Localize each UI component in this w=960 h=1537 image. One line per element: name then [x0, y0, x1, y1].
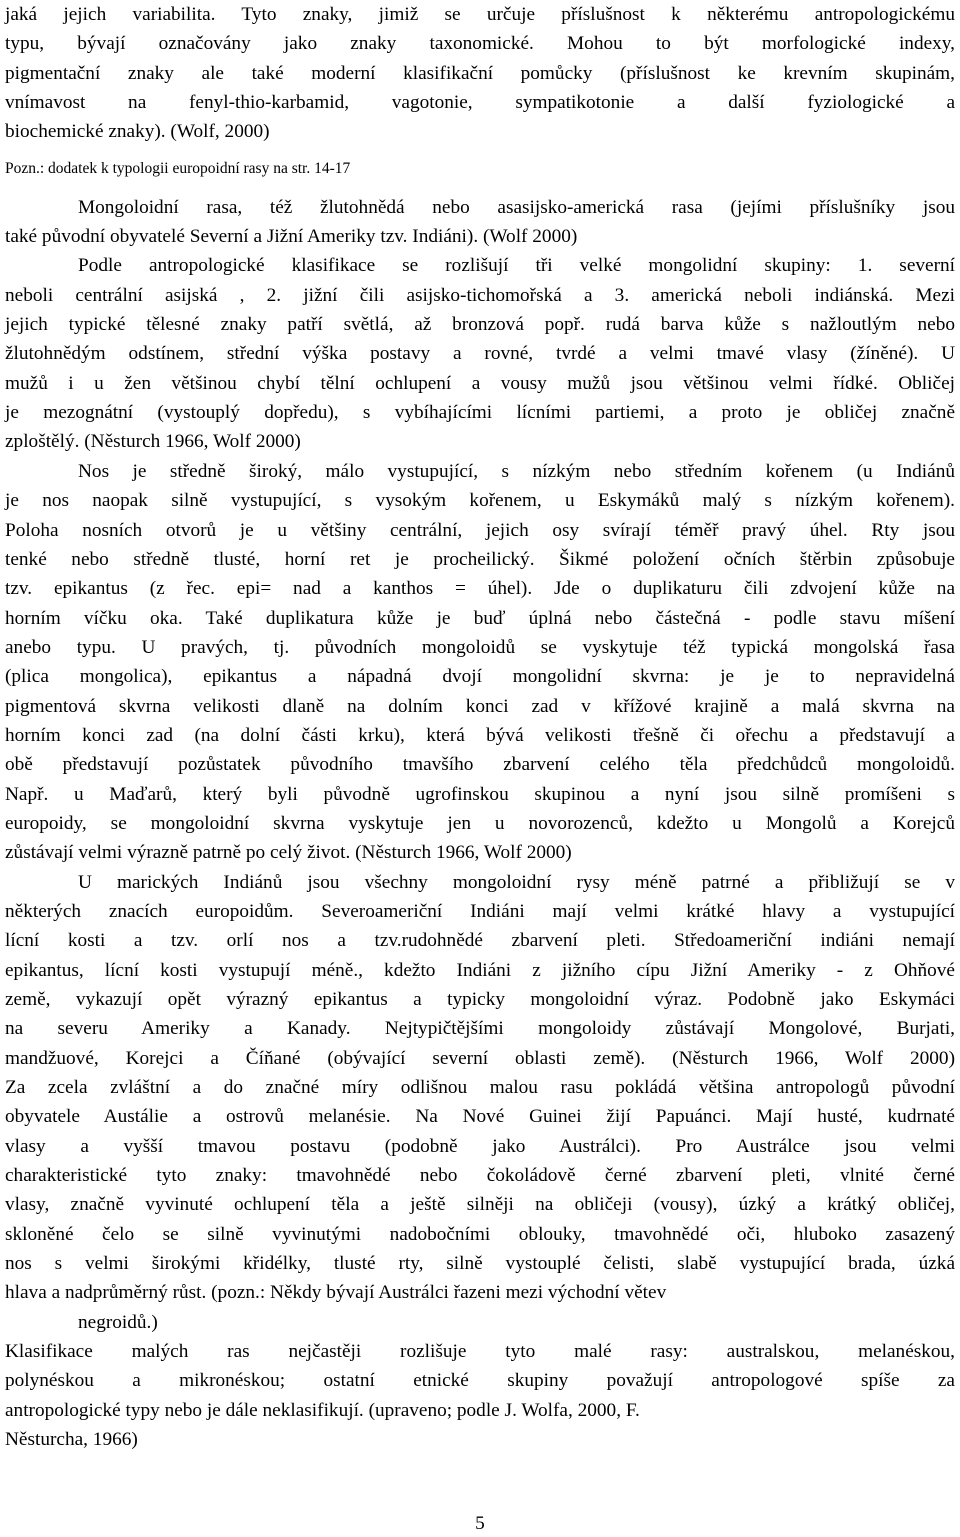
text-line: vlasy a vyšší tmavou postavu (podobně jako Austrálci). Pro Austrálce jsou velmi — [5, 1135, 955, 1157]
text-line: Klasifikace malých ras nejčastěji rozlišuje tyto malé rasy: australskou, melanéskou, — [5, 1341, 955, 1363]
text-line: na severu Ameriky a Kanady. Nejtypičtějšími mongoloidy zůstávají Mongolové, Burjati, — [5, 1018, 955, 1040]
text-line: Podle antropologické klasifikace se rozlišují tři velké mongolidní skupiny: 1. severní — [78, 255, 955, 277]
text-line: (plica mongolica), epikantus a nápadná dvojí mongolidní skvrna: je je to nepravidelná — [5, 666, 955, 688]
text-line: Mongoloidní rasa, též žlutohnědá nebo asasijsko-americká rasa (jejími příslušníky jsou — [78, 196, 955, 218]
text-line: europoidy, se mongoloidní skvrna vyskytuje jen u novorozenců, kdežto u Mongolů a Korejců — [5, 812, 955, 834]
text-line: Něsturcha, 1966) — [5, 1429, 138, 1451]
text-line: typu, bývají označovány jako znaky taxonomické. Mohou to být morfologické indexy, — [5, 33, 955, 55]
text-line: Např. u Maďarů, který byli původně ugrofinskou skupinou a nyní jsou silně promíšeni s — [5, 783, 955, 805]
text-line: Za zcela zvláštní a do značné míry odlišnou malou rasu pokládá většina antropologů původní — [5, 1077, 955, 1099]
text-line: vlasy, značně vyvinuté ochlupení těla a ještě silněji na obličeji (vousy), úzký a krátký obličej, — [5, 1194, 955, 1216]
text-line: negroidů.) — [78, 1311, 158, 1333]
text-line: U marických Indiánů jsou všechny mongoloidní rysy méně patrné a přibližují se v — [78, 871, 955, 893]
text-line: horním konci zad (na dolní části krku), která bývá velikosti třešně či ořechu a představují a — [5, 724, 955, 746]
text-line: mandžuové, Korejci a Číňané (obývající severní oblasti země). (Něsturch 1966, Wolf 2000) — [5, 1047, 955, 1069]
text-line: tzv. epikantus (z řec. epi= nad a kanthos = úhel). Jde o duplikaturu čili zdvojení kůže na — [5, 578, 955, 600]
text-line: obyvatele Austálie a ostrovů melanésie. Na Nové Guinei žijí Papuánci. Mají husté, kudrnaté — [5, 1106, 955, 1128]
text-line: jaká jejich variabilita. Tyto znaky, jimiž se určuje příslušnost k některému antropologickému — [5, 4, 955, 25]
text-line: je nos naopak silně vystupující, s vysokým kořenem, u Eskymáků malý s nízkým kořenem). — [5, 490, 955, 512]
text-line: Poloha nosních otvorů je u většiny centrální, jejich osy svírají téměř pravý úhel. Rty jsou — [5, 519, 955, 541]
text-line: také původní obyvatelé Severní a Jižní Ameriky tzv. Indiáni). (Wolf 2000) — [5, 226, 578, 248]
text-line: zůstávají velmi výrazně patrně po celý život. (Něsturch 1966, Wolf 2000) — [5, 842, 572, 864]
text-line: epikantus, lícní kosti vystupují méně., kdežto Indiáni z jižního cípu Jižní Ameriky - z Ohňové — [5, 959, 955, 981]
text-line: lícní kosti a tzv. orlí nos a tzv.rudohnědé zbarvení pleti. Středoameriční indiáni nemají — [5, 930, 955, 952]
text-line: obě představují pozůstatek původního tmavšího zbarvení celého těla předchůdců mongoloidů. — [5, 754, 955, 776]
text-line: je mezognátní (vystouplý dopředu), s vybíhajícími lícními partiemi, a proto je obličej značně — [5, 402, 955, 424]
text-line: skloněné čelo se silně vyvinutými nadobočními oblouky, tmavohnědé oči, hluboko zasazený — [5, 1223, 955, 1245]
text-line: biochemické znaky). (Wolf, 2000) — [5, 121, 270, 143]
text-line: zploštělý. (Něsturch 1966, Wolf 2000) — [5, 431, 301, 453]
text-line: tenké nebo středně tlusté, horní ret je procheilický. Šikmé položení očních štěrbin způsobuje — [5, 548, 955, 570]
text-line: pigmentační znaky ale také moderní klasifikační pomůcky (příslušnost ke krevním skupinám, — [5, 62, 955, 84]
text-line: polynéskou a mikronéskou; ostatní etnické skupiny považují antropologové spíše za — [5, 1370, 955, 1392]
text-line: anebo typu. U pravých, tj. původních mongoloidů se vyskytuje též typická mongolská řasa — [5, 636, 955, 658]
page-number: 5 — [475, 1513, 485, 1534]
text-line: horním víčku oka. Také duplikatura kůže je buď úplná nebo částečná - podle stavu míšení — [5, 607, 955, 629]
text-line: jejich typické tělesné znaky patří světlá, až bronzová popř. rudá barva kůže s nažloutlým nebo — [5, 314, 955, 336]
document-page — [5, 0, 955, 1455]
section-mongoloid-race — [5, 193, 955, 1455]
text-line: antropologické typy nebo je dále neklasifikují. (upraveno; podle J. Wolfa, 2000, F. — [5, 1399, 640, 1421]
text-line: hlava a nadprůměrný růst. (pozn.: Někdy bývají Austrálci řazeni mezi východní větev — [5, 1282, 667, 1304]
note-europoid-typology: Pozn.: dodatek k typologii europoidní rasy na str. 14-17 — [5, 159, 351, 177]
text-line: země, vykazují opět výrazný epikantus a typicky mongoloidní výraz. Podobně jako Eskymáci — [5, 989, 955, 1010]
text-line: pigmentová skvrna velikosti dlaně na dolním konci zad v křížové krajině a malá skvrna na — [5, 695, 955, 717]
text-line: některých znacích europoidům. Severoameriční Indiáni mají velmi krátké hlavy a vystupující — [5, 900, 955, 922]
text-line: vnímavost na fenyl-thio-karbamid, vagotonie, sympatikotonie a další fyziologické a — [5, 92, 955, 114]
text-line: Nos je středně široký, málo vystupující, s nízkým nebo středním kořenem (u Indiánů — [78, 460, 955, 482]
paragraph-taxonomic-traits — [5, 0, 955, 147]
text-line: charakteristické tyto znaky: tmavohnědé nebo čokoládově černé zbarvení pleti, vlnité černé — [5, 1165, 955, 1187]
text-line: mužů i u žen většinou chybí tělní ochlupení a vousy mužů jsou většinou velmi řídké. Obličej — [5, 372, 955, 394]
text-line: neboli centrální asijská , 2. jižní čili asijsko-tichomořská a 3. americká neboli indiánská. Mezi — [5, 284, 955, 306]
text-line: žlutohnědým odstínem, střední výška postavy a rovné, tvrdé a velmi tmavé vlasy (žíněné). U — [5, 343, 955, 365]
text-line: nos s velmi širokými křidélky, tlusté rty, silně vystouplé čelisti, slabě vystupující brada, úzká — [5, 1253, 955, 1275]
